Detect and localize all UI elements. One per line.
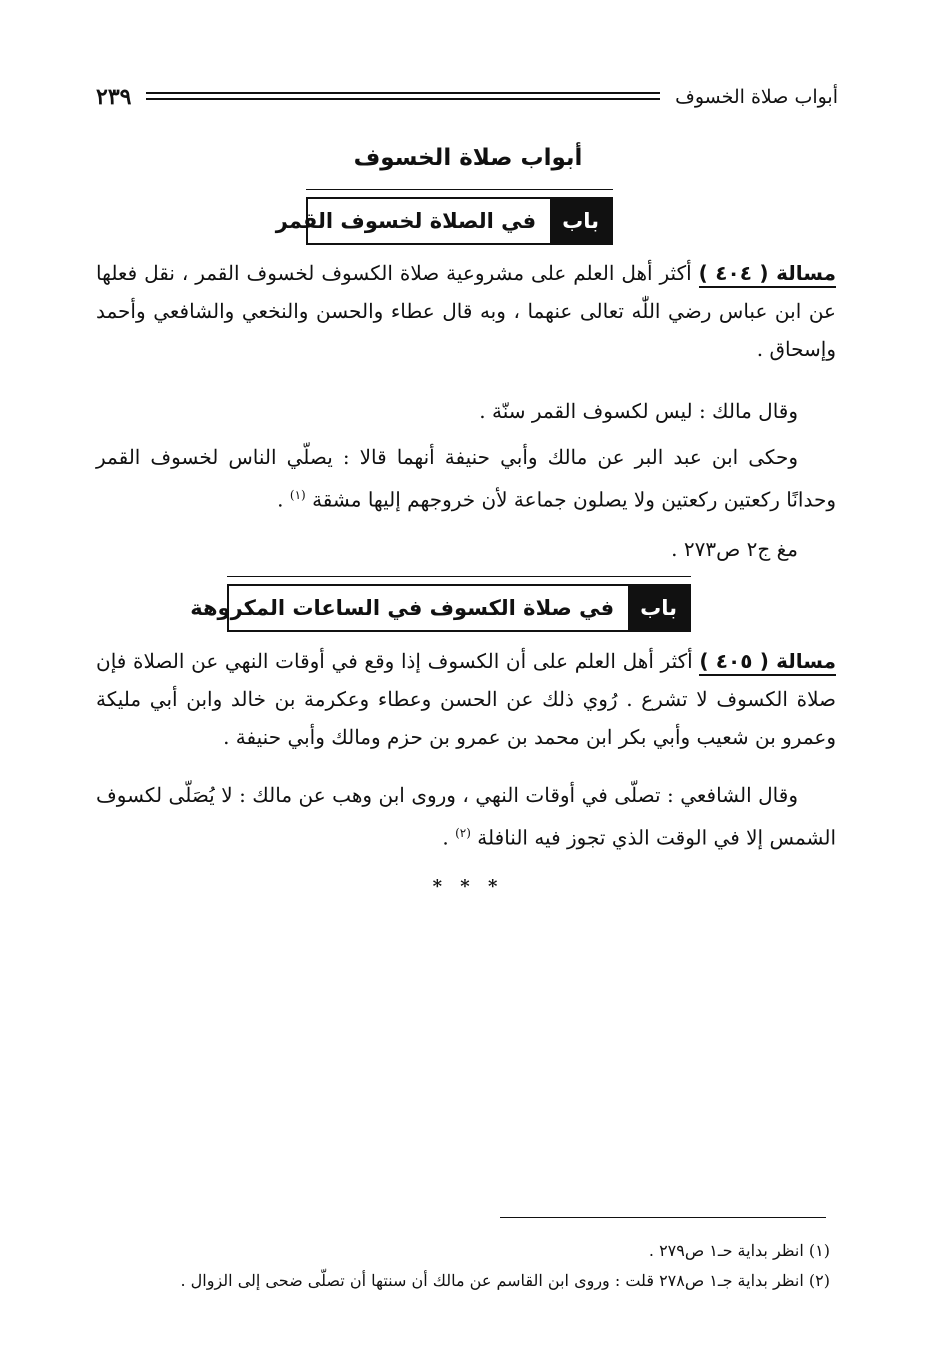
- footnote-ref-2[interactable]: (٢): [455, 826, 471, 840]
- masala-404-paragraph: [96, 254, 836, 368]
- footnote-divider: [500, 1217, 826, 1218]
- section-heading-1: في الصلاة لخسوف القمر: [275, 209, 537, 233]
- running-header: [96, 82, 838, 112]
- shafii-opinion-paragraph: [96, 776, 836, 857]
- footnote-ref-1[interactable]: (١): [289, 488, 306, 502]
- section-heading-2: في صلاة الكسوف في الساعات المكروهة: [190, 596, 615, 620]
- footnote-2: (٢) انظر بداية جـ١ ص٢٧٨ قلت : وروى ابن القاسم عن مالك أن سنتها أن تصلّى ضحى إلى الزوال .: [180, 1271, 830, 1290]
- ibn-abd-al-barr-paragraph: [96, 438, 836, 519]
- masala-405-paragraph: [96, 642, 836, 756]
- masala-404-label: مسالة ( ٤٠٤ ): [699, 261, 836, 288]
- masala-405-label: مسالة ( ٤٠٥ ): [699, 649, 836, 676]
- section-separator-stars: * * *: [432, 876, 504, 897]
- masala-404-text: أكثر أهل العلم على مشروعية صلاة الكسوف لخسوف القمر ، نقل فعلها عن ابن عباس رضي اللّٰه تعالى عنهما ، وبه قال عطاء والحسن والنخعي والشافعي وأحمد وإسحاق .: [96, 261, 836, 361]
- shafii-opinion-text: وقال الشافعي : تصلّى في أوقات النهي ، وروى ابن وهب عن مالك : لا يُصَلّى لكسوف الشمس إلا في الوقت الذي تجوز فيه النافلة: [96, 783, 836, 850]
- footnotes: [90, 1236, 830, 1296]
- ibn-abd-al-barr-text: وحكى ابن عبد البر عن مالك وأبي حنيفة أنهما قالا : يصلّي الناس لخسوف القمر وحدانًا ركعتين ركعتين ولا يصلون جماعة لأن خروجهم إليها مشقة: [96, 445, 836, 512]
- bab-label-1: باب: [550, 199, 611, 243]
- section-heading-box-2: [190, 584, 691, 632]
- header-double-rule: [146, 92, 660, 100]
- footnote-1: (١) انظر بداية حـ١ ص٢٧٩ .: [648, 1241, 830, 1260]
- mughni-reference-text: مغ ج٢ ص٢٧٣ .: [671, 537, 798, 561]
- malik-opinion-paragraph: [96, 392, 836, 430]
- bab-label-2: باب: [628, 586, 689, 630]
- ibn-abd-al-barr-end: .: [277, 487, 290, 512]
- section-heading-box-1: [275, 197, 613, 245]
- chapter-title: أبواب صلاة الخسوف: [353, 145, 583, 171]
- masala-405-text: أكثر أهل العلم على أن الكسوف إذا وقع في أوقات النهي عن الصلاة فإن صلاة الكسوف لا تشرع . رُوي ذلك عن الحسن وعطاء وعكرمة بن خالد وابن أبي مليكة وعمرو بن شعيب وأبي بكر ابن محمد بن عمرو بن حزم ومالك وأبي حنيفة .: [96, 649, 836, 749]
- malik-opinion-text: وقال مالك : ليس لكسوف القمر سنّة .: [479, 399, 798, 423]
- shafii-opinion-end: .: [442, 825, 456, 850]
- page-number: ٢٣٩: [96, 84, 132, 110]
- running-header-title: أبواب صلاة الخسوف: [675, 86, 838, 108]
- mughni-reference-paragraph: [96, 530, 836, 568]
